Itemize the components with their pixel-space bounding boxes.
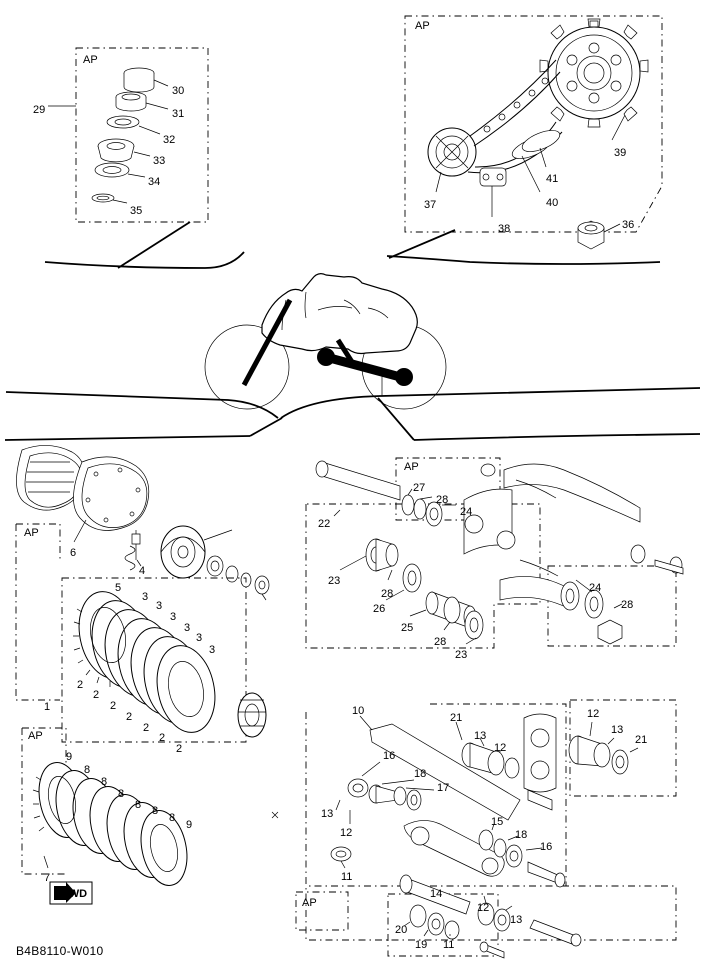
- ap-label: AP: [404, 461, 419, 473]
- callout-number: 29: [33, 104, 46, 116]
- callout-number: 24: [589, 582, 602, 594]
- ap-label: AP: [302, 897, 317, 909]
- callout-number: 26: [373, 603, 386, 615]
- callout-number: 20: [395, 924, 408, 936]
- callout-number: 8: [84, 764, 91, 776]
- callout-number: 13: [321, 808, 334, 820]
- callout-number: 36: [622, 219, 635, 231]
- callout-number: 18: [515, 829, 528, 841]
- callout-number: 31: [172, 108, 185, 120]
- callout-number: 5: [115, 582, 122, 594]
- callout-number: 7: [44, 872, 51, 884]
- ap-label: AP: [415, 20, 430, 32]
- callout-number: 19: [415, 939, 428, 951]
- callout-number: 33: [153, 155, 166, 167]
- callout-number: 40: [546, 197, 559, 209]
- callout-number: 1: [44, 701, 51, 713]
- diagram-part-code: B4B8110-W010: [16, 944, 104, 958]
- callout-number: 11: [443, 939, 455, 951]
- callout-number: 6: [70, 547, 77, 559]
- callout-number: 12: [340, 827, 353, 839]
- callout-number: 8: [169, 812, 176, 824]
- callout-number: 3: [142, 591, 149, 603]
- callout-number: 30: [172, 85, 185, 97]
- callout-number: 27: [413, 482, 426, 494]
- callout-number: 14: [430, 888, 443, 900]
- callout-number: 13: [474, 730, 487, 742]
- callout-number: 2: [143, 722, 150, 734]
- callout-number: 8: [135, 799, 142, 811]
- callout-number: 3: [209, 644, 216, 656]
- fwd-direction-label: FWD: [62, 888, 88, 900]
- callout-number: 23: [455, 649, 468, 661]
- callout-number: 38: [498, 223, 511, 235]
- callout-number: 32: [163, 134, 176, 146]
- callout-number: 34: [148, 176, 161, 188]
- callout-number: 28: [381, 588, 394, 600]
- callout-number: 28: [434, 636, 447, 648]
- callout-number: 35: [130, 205, 143, 217]
- callout-number: 13: [611, 724, 624, 736]
- callout-number: 22: [318, 518, 331, 530]
- callout-number: 8: [118, 788, 125, 800]
- callout-number: 39: [614, 147, 627, 159]
- callout-number: 24: [460, 506, 473, 518]
- callout-number: 13: [510, 914, 523, 926]
- callout-number: 17: [437, 782, 450, 794]
- callout-number: 21: [635, 734, 648, 746]
- callout-number: 2: [110, 700, 117, 712]
- callout-number: 3: [156, 600, 163, 612]
- callout-number: 23: [328, 575, 341, 587]
- callout-number: 3: [196, 632, 203, 644]
- callout-number: 8: [101, 776, 108, 788]
- callout-number: 11: [341, 871, 353, 883]
- callout-number: 2: [159, 732, 166, 744]
- ap-label: AP: [24, 527, 39, 539]
- callout-number: 12: [494, 742, 507, 754]
- callout-number: 16: [540, 841, 553, 853]
- callout-number: 16: [383, 750, 396, 762]
- callout-number: 12: [587, 708, 600, 720]
- callout-number: 3: [184, 622, 191, 634]
- callout-number: 3: [170, 611, 177, 623]
- callout-number: 2: [176, 743, 183, 755]
- callout-number: 9: [66, 751, 73, 763]
- callout-number: 12: [477, 902, 490, 914]
- callout-number: 18: [414, 768, 427, 780]
- callout-number: 41: [546, 173, 559, 185]
- callout-number: 21: [450, 712, 463, 724]
- callout-number: 37: [424, 199, 437, 211]
- callout-number: 25: [401, 622, 414, 634]
- callout-number: 28: [436, 494, 449, 506]
- ap-label: AP: [83, 54, 98, 66]
- callout-number: 2: [126, 711, 133, 723]
- ap-label: AP: [28, 730, 43, 742]
- callout-number: 2: [93, 689, 100, 701]
- callout-number: 28: [621, 599, 634, 611]
- callout-number: 8: [152, 805, 159, 817]
- callout-number: 10: [352, 705, 365, 717]
- callout-number: 9: [186, 819, 193, 831]
- callout-number: 4: [139, 565, 146, 577]
- callout-number: 15: [491, 816, 504, 828]
- callout-number: 2: [77, 679, 84, 691]
